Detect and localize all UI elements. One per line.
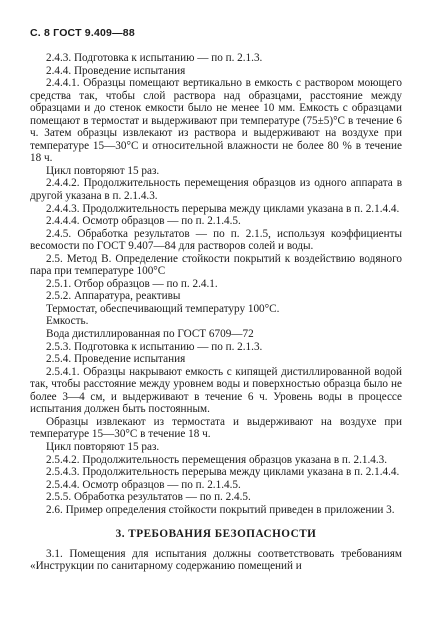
paragraph: 2.6. Пример определения стойкости покрытий приведен в приложении 3. (46, 503, 395, 516)
paragraph: 2.4.5. Обработка результатов — по п. 2.1.5, используя коэффициенты весомости по ГОСТ 9.407—84 для растворов солей и воды. (30, 227, 402, 253)
paragraph: 2.5.1. Отбор образцов — по п. 2.4.1. (46, 277, 218, 290)
paragraph: 2.5. Метод В. Определение стойкости покрытий к воздействию водяного пара при температуре 100°С (30, 252, 402, 278)
paragraph: Термостат, обеспечивающий температуру 100°С. (46, 302, 280, 315)
paragraph: Цикл повторяют 15 раз. (46, 440, 160, 453)
paragraph: 2.5.2. Аппаратура, реактивы (46, 290, 181, 303)
paragraph: Цикл повторяют 15 раз. (46, 164, 160, 177)
paragraph: 2.5.4.3. Продолжительность перерыва между циклами указана в п. 2.1.4.4. (46, 466, 400, 479)
paragraph: 2.4.4.2. Продолжительность перемещения образцов из одного аппарата в другой указана в п. 2.1.4.3. (30, 177, 402, 203)
paragraph: 2.5.3. Подготовка к испытанию — по п. 2.1.3. (46, 340, 263, 353)
paragraph: 2.5.5. Обработка результатов — по п. 2.4.5. (46, 491, 251, 504)
paragraph: 2.5.4. Проведение испытания (46, 353, 186, 366)
paragraph: Емкость. (46, 315, 89, 328)
document-body (30, 52, 402, 573)
section-heading: 3. ТРЕБОВАНИЯ БЕЗОПАСНОСТИ (115, 528, 317, 541)
page-header: С. 8 ГОСТ 9.409—88 (30, 27, 135, 39)
paragraph: Образцы извлекают из термостата и выдерживают на воздухе при температуре 15—30°С в течение 18 ч. (30, 415, 402, 441)
paragraph: 2.4.4.4. Осмотр образцов — по п. 2.1.4.5. (46, 215, 241, 228)
paragraph: 2.4.4.1. Образцы помещают вертикально в емкость с раствором моющего средства так, чтобы слой раствора над образцами, расстояние между образцами и до стенок емкости было не менее 10 мм. Емкость с образцами помещают в термостат и выдерживают при температуре (75±5)°С в течение 6 ч. Затем образцы извлекают из раствора и выдерживают на воздухе при температуре 15—30°С и относительной влажности не более 80 % в течение 18 ч. (30, 77, 402, 165)
paragraph: Вода дистиллированная по ГОСТ 6709—72 (46, 328, 254, 341)
paragraph: 2.4.4. Проведение испытания (46, 64, 186, 77)
paragraph: 2.5.4.4. Осмотр образцов — по п. 2.1.4.5. (46, 478, 241, 491)
paragraph: 2.5.4.1. Образцы накрывают емкость с кипящей дистиллированной водой так, чтобы расстояние между уровнем воды и поверхностью образца было не более 3—4 см, и выдерживают в течение 6 ч. Уровень воды в процессе испытания должен быть постоянным. (30, 365, 402, 416)
section-spacer (30, 516, 402, 528)
paragraph: 2.4.4.3. Продолжительность перерыва между циклами указана в п. 2.1.4.4. (46, 202, 400, 215)
paragraph: 2.4.3. Подготовка к испытанию — по п. 2.1.3. (46, 52, 263, 64)
paragraph: 3.1. Помещения для испытания должны соответствовать требованиям «Инструкции по санитарному содержанию помещений и (30, 547, 402, 573)
paragraph: 2.5.4.2. Продолжительность перемещения образцов указана в п. 2.1.4.3. (46, 453, 388, 466)
